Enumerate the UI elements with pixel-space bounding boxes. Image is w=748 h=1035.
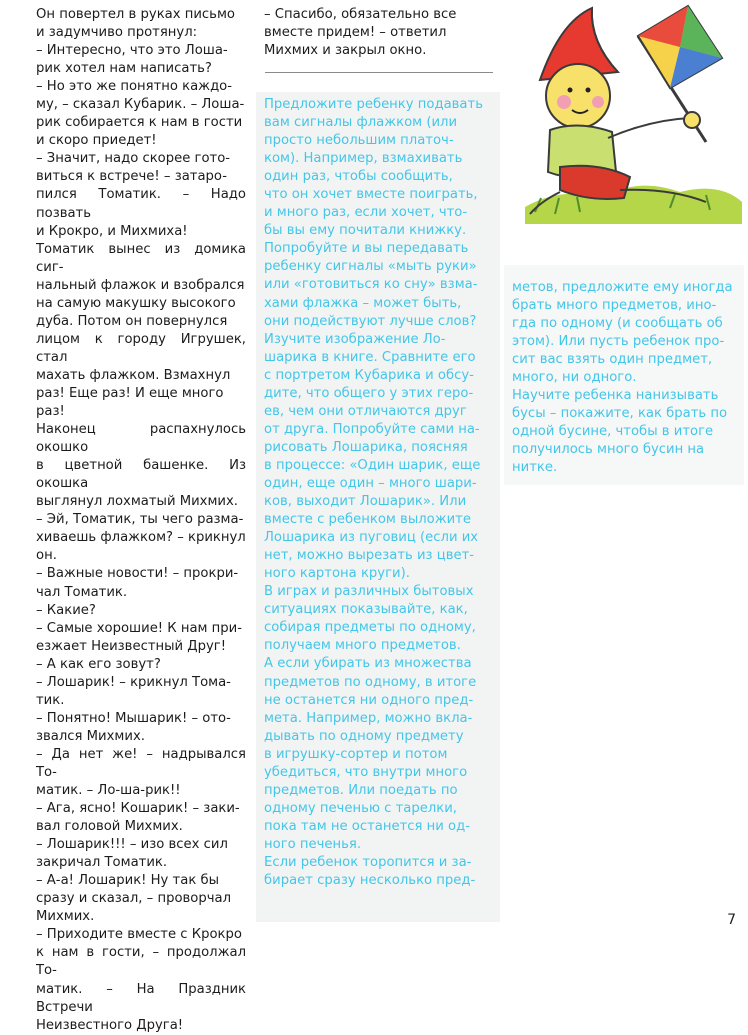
story-paragraph: – Да нет же! – надрывался То- матик. – Ло-ша-рик!! [36, 746, 246, 799]
tip-paragraph: Если ребенок торопится и за- бирает сразу несколько пред- [264, 854, 476, 889]
story-paragraph: – Какие? [36, 602, 96, 618]
story-paragraph: – Лошарик!!! – изо всех сил закричал Томатик. [36, 837, 228, 871]
shorts-icon [560, 166, 630, 199]
story-paragraph: – Приходите вместе с Крокро к нам в гости, – продолжал То- матик. – На Праздник Встречи Неизвестного Друга! [36, 927, 246, 1033]
tips-column [264, 96, 494, 890]
tip-paragraph: Научите ребенка нанизывать бусы – покажите, как брать по одной бусине, чтобы в итоге получилось много бусин на нитке. [512, 388, 728, 476]
signal-flag-icon [638, 6, 722, 88]
tip-paragraph: В играх и различных бытовых ситуациях показывайте, как, собирая предметы по одному, получаем много предметов. А если убирать из множества предметов по одному, в итоге не останется ни одного пред- мета. Например, можно вкла- дывать по одному предмету в игрушку-сортер и потом убедиться, что внутри много предметов. Или поедать по одному печенью с тарелки, пока там не останется ни од- ного печенья. [264, 584, 477, 852]
story-paragraph: – А как его зовут? [36, 656, 161, 672]
story-paragraph: Он повертел в руках письмо и задумчиво протянул: [36, 7, 235, 41]
story-paragraph: – Интересно, что это Лоша- рик хотел нам написать? [36, 43, 228, 77]
story-paragraph: – Но это же понятно каждо- му, – сказал Кубарик. – Лоша- рик собирается к нам в гости и скоро приедет! [36, 79, 245, 149]
story-paragraph: – Самые хорошие! К нам при- езжает Неизвестный Друг! [36, 620, 243, 654]
story-column [36, 6, 246, 1035]
story-ending-text: – Спасибо, обязательно все вместе придем! – ответил Михмих и закрыл окно. [264, 7, 457, 59]
tip-paragraph: Предложите ребенку подавать вам сигналы флажком (или просто небольшим платоч- ком). Например, взмахивать один раз, чтобы сообщить, что он хочет вместе поиграть, и много раз, если хочет, что- бы вы ему почитали книжку. Попробуйте и вы передавать ребенку сигналы «мыть руки» или «готовиться ко сну» взма- хами флажка – может быть, они подействуют лучше слов? [264, 97, 483, 329]
story-paragraph: – А-а! Лошарик! Ну так бы сразу и сказал, – проворчал Михмих. [36, 873, 232, 925]
tips-continuation-column [512, 279, 740, 478]
story-ending [264, 6, 492, 60]
tip-paragraph: Изучите изображение Ло- шарика в книге. Сравните его с портретом Кубарика и обсу- дите, что общего у этих геро- ев, чем они отличаются друг от друга. Попробуйте сами на- рисовать Лошарика, поясняя в процессе: «Один шарик, еще один, еще один – много шари- ков, выходит Лошарик». Или вместе с ребенком выложите Лошарика из пуговиц (если их нет, можно вырезать из цвет- ного картона круги). [264, 331, 481, 582]
story-paragraph: – Эй, Томатик, ты чего разма- хиваешь флажком? – крикнул он. [36, 512, 246, 564]
story-paragraph: – Значит, надо скорее гото- виться к встрече! – затарo- пился Томатик. – Надо позвать и Крокро, и Михмиха! [36, 151, 246, 239]
page-number: 7 [727, 912, 736, 928]
story-paragraph: Наконец распахнулось окошко в цветной башенке. Из окошка выглянул лохматый Михмих. [36, 422, 246, 510]
story-paragraph: – Лошарик! – крикнул Тома- тик. [36, 674, 231, 708]
tip-paragraph: метов, предложите ему иногда брать много предметов, ино- гда по одному (и сообщать об этом). Или пусть ребенок про- сит вас взять один предмет, много, ни одного. [512, 280, 733, 386]
section-divider [265, 72, 493, 73]
story-paragraph: – Ага, ясно! Кошарик! – заки- вал головой Михмих. [36, 801, 240, 835]
head-icon [546, 64, 610, 128]
story-paragraph: – Понятно! Мышарик! – ото- звался Михмих. [36, 710, 231, 744]
story-paragraph: – Важные новости! – прокри- чал Томатик. [36, 566, 239, 600]
tomatik-flag-illustration [520, 2, 746, 232]
story-paragraph: Томатик вынес из домика сиг- нальный флажок и взобрался на самую макушку высокого дуба. Потом он повернулся лицом к городу Игрушек, стал махать флажком. Взмахнул раз! Еще раз! И еще много раз! [36, 241, 246, 420]
